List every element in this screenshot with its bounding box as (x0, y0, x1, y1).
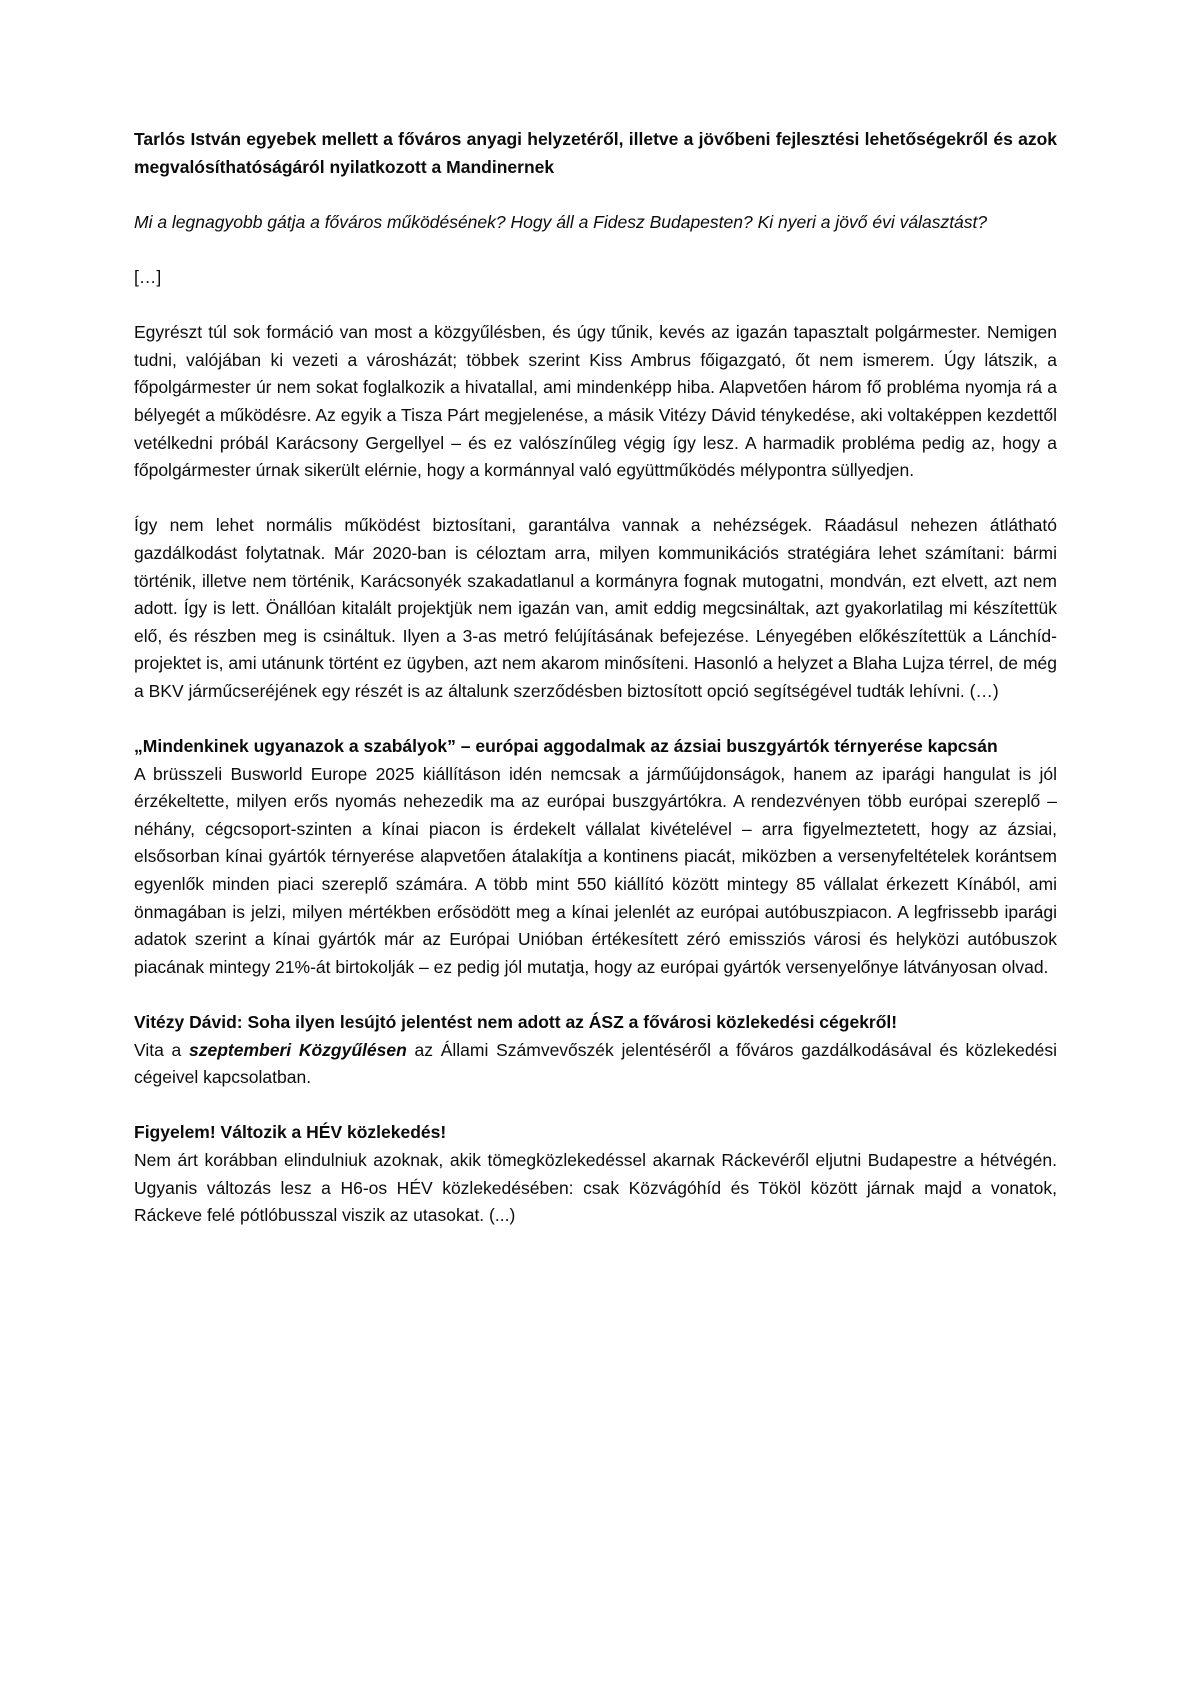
asz-sentence-emphasis: szeptemberi Közgyűlésen (189, 1039, 407, 1060)
omission-marker: […] (134, 266, 162, 287)
asz-sentence-suffix: az Állami Számvevőszék jelentéséről a főváros gazdálkodásával és közlekedési cégeivel kapcsolatban. (134, 1039, 1057, 1088)
busworld-paragraph: A brüsszeli Busworld Europe 2025 kiállításon idén nemcsak a járműújdonságok, hanem az iparági hangulat is jól érzékeltette, milyen erős nyomás nehezedik ma az európai buszgyártókra. A rendezvényen több európai szereplő – néhány, cégcsoport-szinten a kínai piacon is érdekelt vállalat kivételével – arra figyelmeztetett, hogy az ázsiai, elsősorban kínai gyártók térnyerése alapvetően átalakítja a kontinens piacát, miközben a versenyfeltételek korántsem egyenlők minden piaci szereplő számára. A több mint 550 kiállító között mintegy 85 vállalat érkezett Kínából, ami önmagában is jelzi, milyen mértékben erősödött meg a kínai jelenlét az európai autóbuszpiacon. A legfrissebb iparági adatok szerint a kínai gyártók már az Európai Unióban értékesített zéró emissziós városi és helyközi autóbuszok piacának mintegy 21%-át birtokolják – ez pedig jól mutatja, hogy az európai gyártók versenyelőnye látványosan olvad. (134, 763, 1057, 977)
hev-notice-paragraph: Nem árt korábban elindulniuk azoknak, akik tömegközlekedéssel akarnak Ráckevéről eljutni Budapestre a hétvégén. Ugyanis változás lesz a H6-os HÉV közlekedésében: csak Közvágóhíd és Tököl között járnak majd a vonatok, Ráckeve felé pótlóbusszal viszik az utasokat. (...) (134, 1149, 1057, 1226)
busworld-heading: „Mindenkinek ugyanazok a szabályok” – európai aggodalmak az ázsiai buszgyártók térnyerése kapcsán (134, 736, 998, 757)
asz-sentence-prefix: Vita a (134, 1039, 190, 1060)
hev-notice-heading: Figyelem! Változik a HÉV közlekedés! (134, 1122, 447, 1143)
asz-report-heading: Vitézy Dávid: Soha ilyen lesújtó jelentést nem adott az ÁSZ a fővárosi közlekedési cégekről! (134, 1012, 898, 1032)
intro-paragraph-1: Egyrészt túl sok formáció van most a közgyűlésben, és úgy tűnik, kevés az igazán tapasztalt polgármester. Nemigen tudni, valójában ki vezeti a városházát; többek szerint Kiss Ambrus főigazgató, őt nem ismerem. Úgy látszik, a főpolgármester úr nem sokat foglalkozik a hivatallal, ami mindenképp hiba. Alapvetően három fő probléma nyomja rá a bélyegét a működésre. Az egyik a Tisza Párt megjelenése, a másik Vitézy Dávid ténykedése, aki voltaképpen kezdettől vetélkedni próbál Karácsony Gergellyel – és ez valószínűleg végig így lesz. A harmadik probléma pedig az, hogy a főpolgármester úrnak sikerült elérnie, hogy a kormánnyal való együttműködés mélypontra süllyedjen. (134, 322, 1057, 481)
intro-paragraph-2: Így nem lehet normális működést biztosítani, garantálva vannak a nehézségek. Ráadásul nehezen átlátható gazdálkodást folytatnak. Már 2020-ban is céloztam arra, milyen kommunikációs stratégiára lehet számítani: bármi történik, illetve nem történik, Karácsonyék szakadatlanul a kormányra fognak mutogatni, mondván, ezt elvett, azt nem adott. Így is lett. Önállóan kitalált projektjük nem igazán van, amit eddig megcsináltak, azt gyakorlatilag mi készítettük elő, és részben meg is csináltuk. Ilyen a 3-as metró felújításának befejezése. Lényegében előkészítettük a Lánchíd-projektet is, ami utánunk történt ez ügyben, azt nem akarom minősíteni. Hasonló a helyzet a Blaha Lujza térrel, de még a BKV járműcseréjének egy részét is az általunk szerződésben biztosított opció segítségével tudták lehívni. (…) (134, 515, 1057, 701)
intro-heading: Tarlós István egyebek mellett a főváros anyagi helyzetéről, illetve a jövőbeni fejlesztési lehetőségekről és azok megvalósíthatóságáról nyilatkozott a Mandinernek (134, 129, 1057, 177)
asz-report-paragraph (134, 1037, 1057, 1092)
lead-question: Mi a legnagyobb gátja a főváros működésének? Hogy áll a Fidesz Budapesten? Ki nyeri a jövő évi választást? (134, 211, 988, 232)
